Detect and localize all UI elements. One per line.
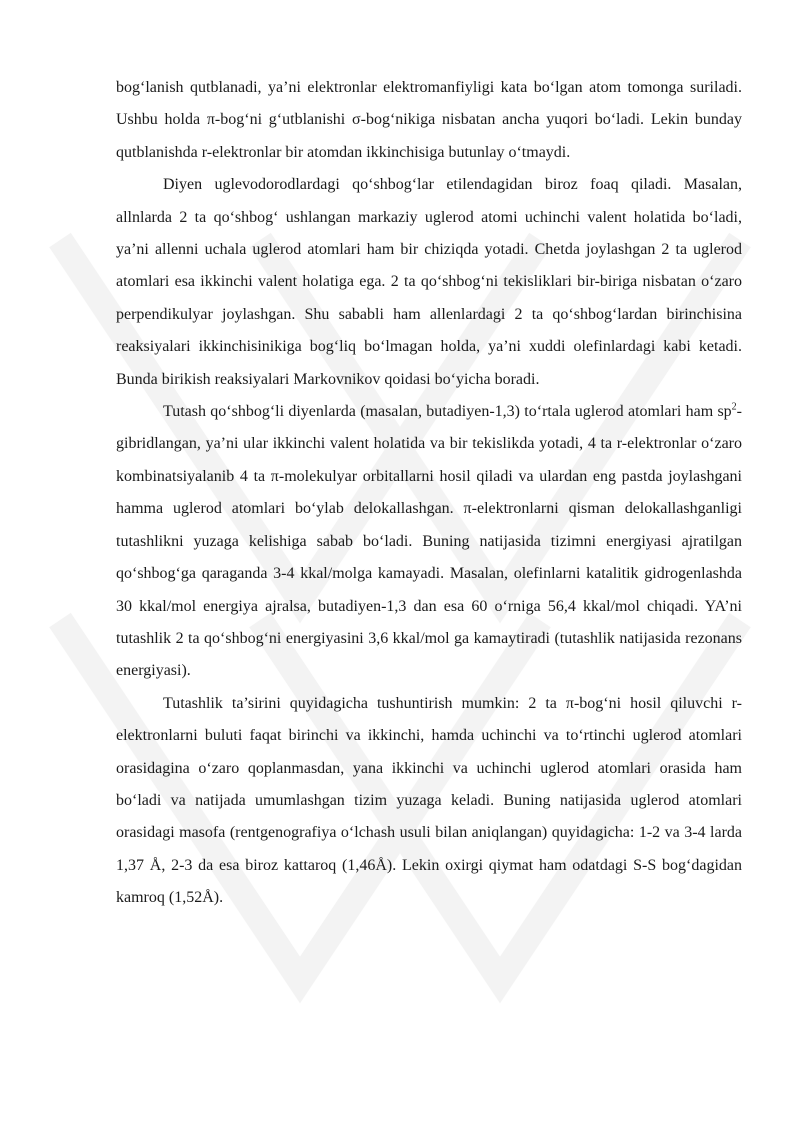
paragraph-1: bog‘lanish qutblanadi, ya’ni elektronlar elektromanfiyligi kata bo‘lgan atom tomonga suriladi. Ushbu holda π-bog‘ni g‘utblanishi σ-bog‘nikiga nisbatan ancha yuqori bo‘ladi. Lekin bunday qutblanishda r-elektronlar bir atomdan ikkinchisiga butunlay o‘tmaydi. [116,79,742,161]
paragraph-4: Tutashlik ta’sirini quyidagicha tushuntirish mumkin: 2 ta π-bog‘ni hosil qiluvchi r-elektronlarni buluti faqat birinchi va ikkinchi, hamda uchinchi va to‘rtinchi uglerod atomlari orasidagina o‘zaro qoplanmasdan, yana ikkinchi va uchinchi uglerod atomlari orasida ham bo‘ladi va natijada umumlashgan tizim yuzaga keladi. Buning natijasida uglerod atomlari orasidagi masofa (rentgenografiya o‘lchash usuli bilan aniqlangan) quyidagicha: 1-2 va 3-4 larda 1,37 Å, 2-3 da esa biroz kattaroq (1,46Å). Lekin oxirgi qiymat ham odatdagi S-S bog‘dagidan kamroq (1,52Å). [116,694,742,907]
paragraph-3 [116,396,742,688]
paragraph-2: Diyen uglevodorodlardagi qo‘shbog‘lar etilendagidan biroz foaq qiladi. Masalan, allnlarda 2 ta qo‘shbog‘ ushlangan markaziy uglerod atomi uchinchi valent holatida bo‘ladi, ya’ni allenni uchala uglerod atomlari ham bir chiziqda yotadi. Chetda joylashgan 2 ta uglerod atomlari esa ikkinchi valent holatiga ega. 2 ta qo‘shbog‘ni tekisliklari bir-biriga nisbatan o‘zaro perpendikulyar joylashgan. Shu sababli ham allenlardagi 2 ta qo‘shbog‘lardan birinchisina reaksiyalari ikkinchisinikiga bog‘liq bo‘lmagan holda, ya’ni xuddi olefinlardagi kabi ketadi. Bunda birikish reaksiyalari Markovnikov qoidasi bo‘yicha boradi. [116,176,742,388]
document-page [116,72,742,915]
paragraph-3-text-start: Tutash qo‘shbog‘li diyenlarda (masalan, butadiyen-1,3) to‘rtala uglerod atomlari ham sp [163,403,732,421]
paragraph-3-text-end: -gibridlangan, ya’ni ular ikkinchi valent holatida va bir tekislikda yotadi, 4 ta r-elektronlar o‘zaro kombinatsiyalanib 4 ta π-molekulyar orbitallarni hosil qiladi va ulardan eng pastda joylashgani hamma uglerod atomlari bo‘ylab delokallashgan. π-elektronlarni qisman delokallashganligi tutashlikni yuzaga kelishiga sabab bo‘ladi. Buning natijasida tizimni energiyasi ajratilgan qo‘shbog‘ga qaraganda 3-4 kkal/molga kamayadi. Masalan, olefinlarni katalitik gidrogenlashda 30 kkal/mol energiya ajralsa, butadiyen-1,3 dan esa 60 o‘rniga 56,4 kkal/mol chiqadi. YA’ni tutashlik 2 ta qo‘shbog‘ni energiyasini 3,6 kkal/mol ga kamaytiradi (tutashlik natijasida rezonans energiyasi). [116,403,742,680]
sp2-superscript: 2 [731,401,737,413]
